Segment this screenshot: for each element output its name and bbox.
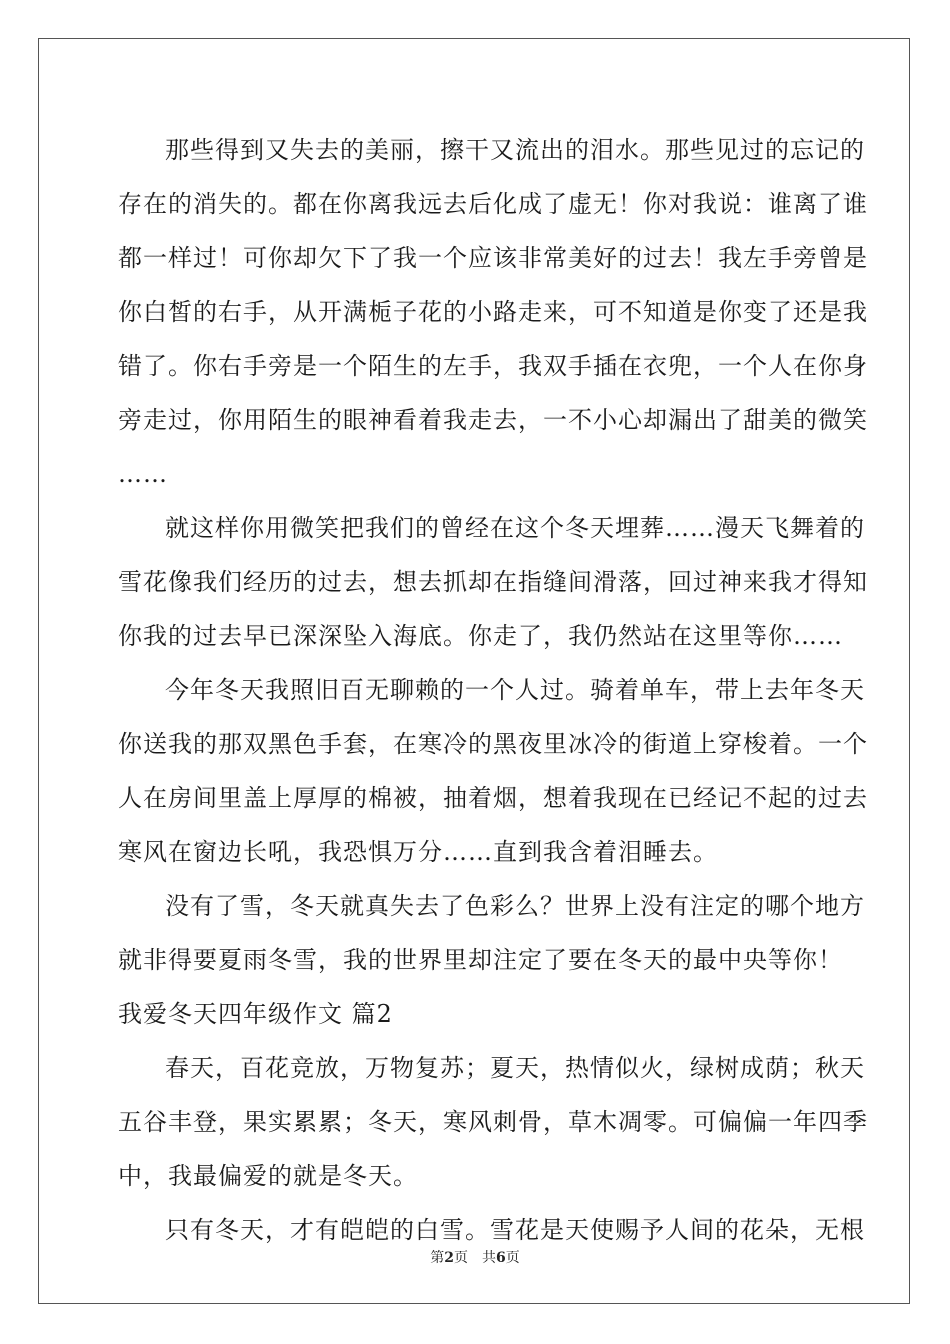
text-line: 那些得到又失去的美丽，擦干又流出的泪水。那些见过的忘记的: [165, 136, 865, 164]
footer-page-number: 2: [444, 1250, 454, 1266]
text-line: 寒风在窗边长吼，我恐惧万分……直到我含着泪睡去。: [118, 838, 718, 866]
text-line: 都一样过！可你却欠下了我一个应该非常美好的过去！我左手旁曾是: [118, 244, 868, 272]
footer-prefix: 第: [430, 1250, 445, 1266]
text-line: 错了。你右手旁是一个陌生的左手，我双手插在衣兜，一个人在你身: [118, 352, 868, 380]
text-line: 中，我最偏爱的就是冬天。: [118, 1162, 418, 1190]
text-line: 你送我的那双黑色手套，在寒冷的黑夜里冰冷的街道上穿梭着。一个: [118, 730, 868, 758]
text-line: 雪花像我们经历的过去，想去抓却在指缝间滑落，回过神来我才得知: [118, 568, 868, 596]
text-line: 没有了雪，冬天就真失去了色彩么？世界上没有注定的哪个地方: [165, 892, 865, 920]
text-line: 只有冬天，才有皑皑的白雪。雪花是天使赐予人间的花朵，无根: [165, 1216, 865, 1244]
text-line: 今年冬天我照旧百无聊赖的一个人过。骑着单车，带上去年冬天: [165, 676, 865, 704]
text-line: 你我的过去早已深深坠入海底。你走了，我仍然站在这里等你……: [118, 622, 843, 650]
text-line: 旁走过，你用陌生的眼神看着我走去，一不小心却漏出了甜美的微笑: [118, 406, 868, 434]
page-footer: [0, 1247, 950, 1267]
footer-total-pages: 6: [496, 1250, 506, 1266]
text-line: 存在的消失的。都在你离我远去后化成了虚无！你对我说：谁离了谁: [118, 190, 868, 218]
text-line: 五谷丰登，果实累累；冬天，寒风刺骨，草木凋零。可偏偏一年四季: [118, 1108, 868, 1136]
text-line: ……: [118, 460, 168, 488]
text-line: 人在房间里盖上厚厚的棉被，抽着烟，想着我现在已经记不起的过去: [118, 784, 868, 812]
footer-middle: 页 共: [454, 1250, 496, 1266]
footer-suffix: 页: [505, 1250, 520, 1266]
text-line: 就非得要夏雨冬雪，我的世界里却注定了要在冬天的最中央等你！: [118, 946, 843, 974]
text-line: 我爱冬天四年级作文 篇2: [118, 1000, 393, 1028]
text-line: 你白皙的右手，从开满栀子花的小路走来，可不知道是你变了还是我: [118, 298, 868, 326]
document-body: [118, 127, 868, 1261]
text-line: 春天，百花竞放，万物复苏；夏天，热情似火，绿树成荫；秋天: [165, 1054, 865, 1082]
text-line: 就这样你用微笑把我们的曾经在这个冬天埋葬……漫天飞舞着的: [165, 514, 865, 542]
